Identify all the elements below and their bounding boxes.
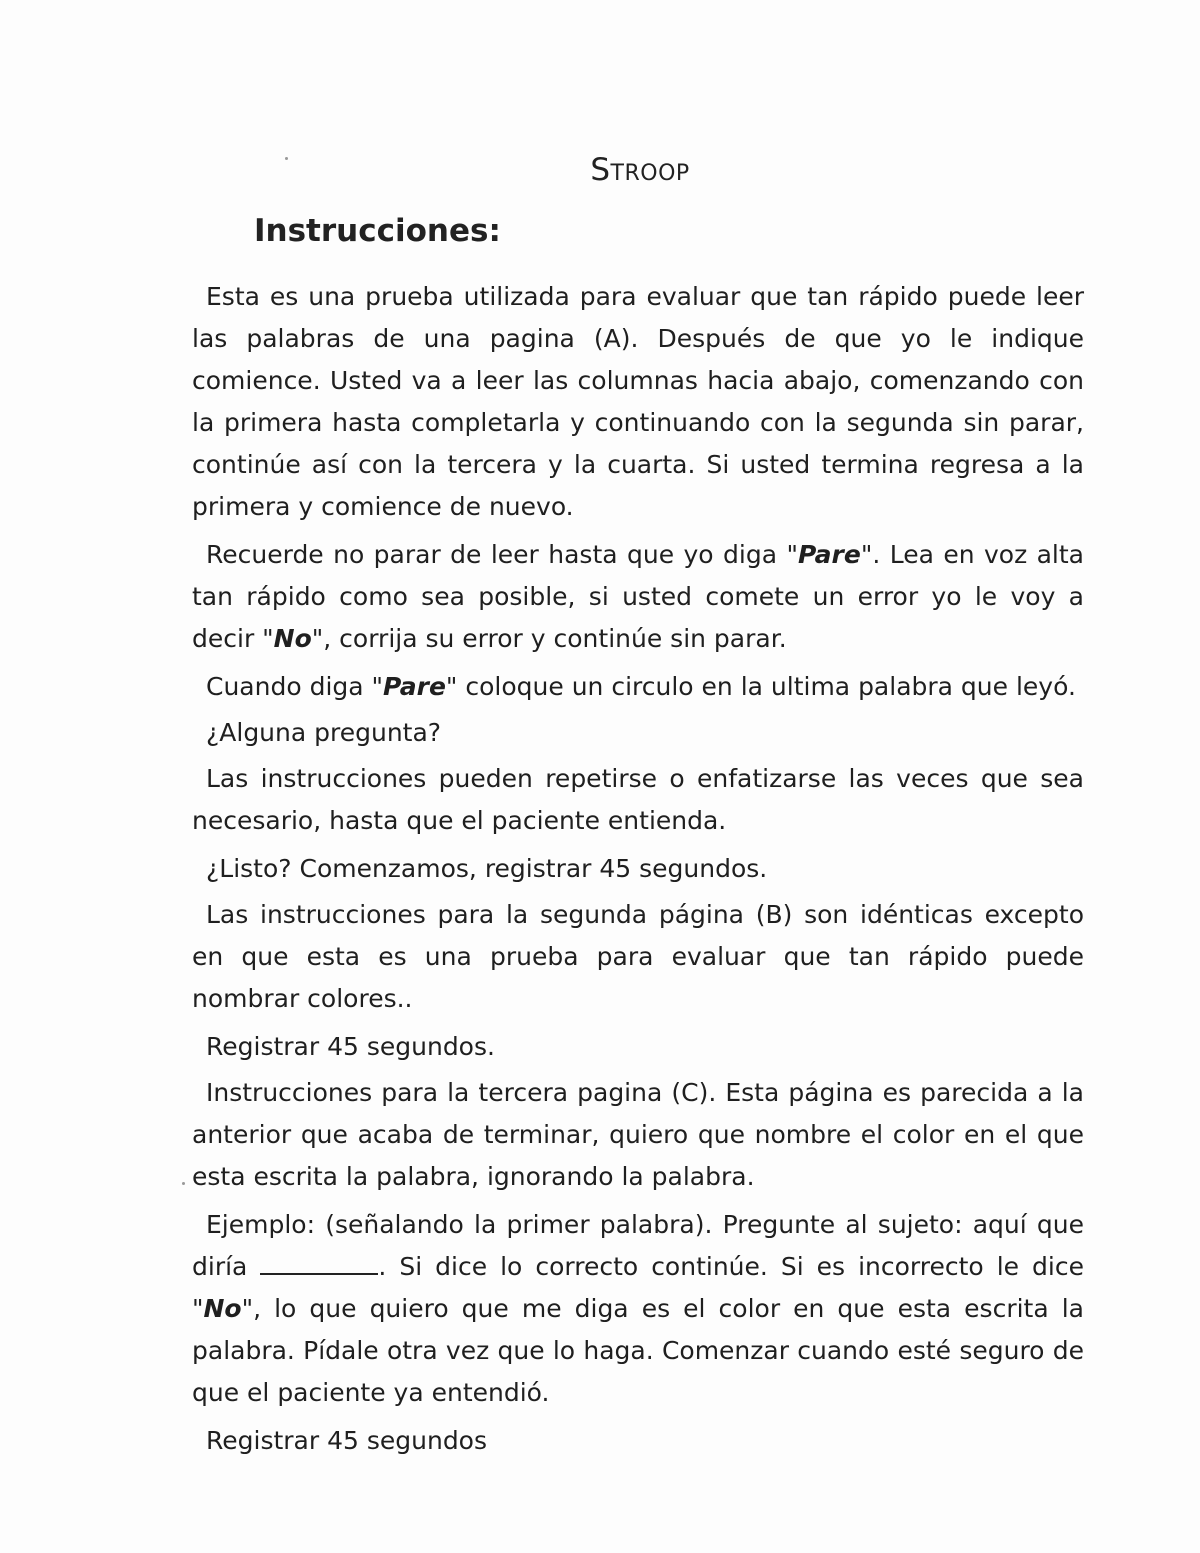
paragraph-third-page: Instrucciones para la tercera pagina (C). Esta página es parecida a la anterior que acaba de terminar, quiero que nombre el color en el que esta escrita la palabra, ignorando la palabra. xyxy=(192,1078,1084,1191)
paragraph-text: ", lo que quiero que me diga es el color en que esta escrita la palabra. Pídale otra vez que lo haga. Comenzar cuando esté seguro de que el paciente ya entendió. xyxy=(192,1294,1084,1407)
emphasis-no: No xyxy=(273,624,312,653)
paragraph-text: " coloque un circulo en la ultima palabra que leyó. xyxy=(445,672,1076,701)
emphasis-pare: Pare xyxy=(797,540,861,569)
paragraph-circle-word xyxy=(192,666,1084,708)
paragraph-text: Cuando diga " xyxy=(206,672,384,701)
paragraph-record-time: Registrar 45 segundos. xyxy=(206,1032,495,1061)
instructions-body xyxy=(192,276,1084,1466)
document-title: Stroop xyxy=(590,152,690,188)
paragraph-text: . Si dice lo correcto continúe. Si es incorrecto le dice " xyxy=(192,1252,1084,1323)
paragraph-record-time-final: Registrar 45 segundos xyxy=(206,1426,488,1455)
instructions-heading: Instrucciones: xyxy=(254,213,501,249)
paragraph-example xyxy=(192,1204,1084,1414)
paragraph-text: Ejemplo: (señalando la primer palabra). Pregunte al sujeto: aquí que diría xyxy=(192,1210,1084,1281)
paragraph-repeat-instructions: Las instrucciones pueden repetirse o enfatizarse las veces que sea necesario, hasta que el paciente entienda. xyxy=(192,764,1084,835)
paragraph-text: ", corrija su error y continúe sin parar. xyxy=(311,624,787,653)
emphasis-no: No xyxy=(203,1294,242,1323)
emphasis-pare: Pare xyxy=(383,672,446,701)
paragraph-ready-start: ¿Listo? Comenzamos, registrar 45 segundos. xyxy=(206,854,768,883)
paragraph-text: Recuerde no parar de leer hasta que yo diga " xyxy=(206,540,798,569)
paragraph-reading-test: Esta es una prueba utilizada para evaluar que tan rápido puede leer las palabras de una pagina (A). Después de que yo le indique comience. Usted va a leer las columnas hacia abajo, comenzando con la primera hasta completarla y continuando con la segunda sin parar, continúe así con la tercera y la cuarta. Si usted termina regresa a la primera y comience de nuevo. xyxy=(192,282,1084,521)
paragraph-stop-rule xyxy=(192,534,1084,660)
scan-speck xyxy=(182,1182,185,1185)
paragraph-text: ". Lea en voz alta tan rápido como sea posible, si usted comete un error yo le voy a decir " xyxy=(192,540,1085,653)
paragraph-second-page: Las instrucciones para la segunda página (B) son idénticas excepto en que esta es una prueba para evaluar que tan rápido puede nombrar colores.. xyxy=(192,900,1084,1013)
answer-blank-line xyxy=(260,1251,378,1275)
paragraph-any-questions: ¿Alguna pregunta? xyxy=(206,718,442,747)
